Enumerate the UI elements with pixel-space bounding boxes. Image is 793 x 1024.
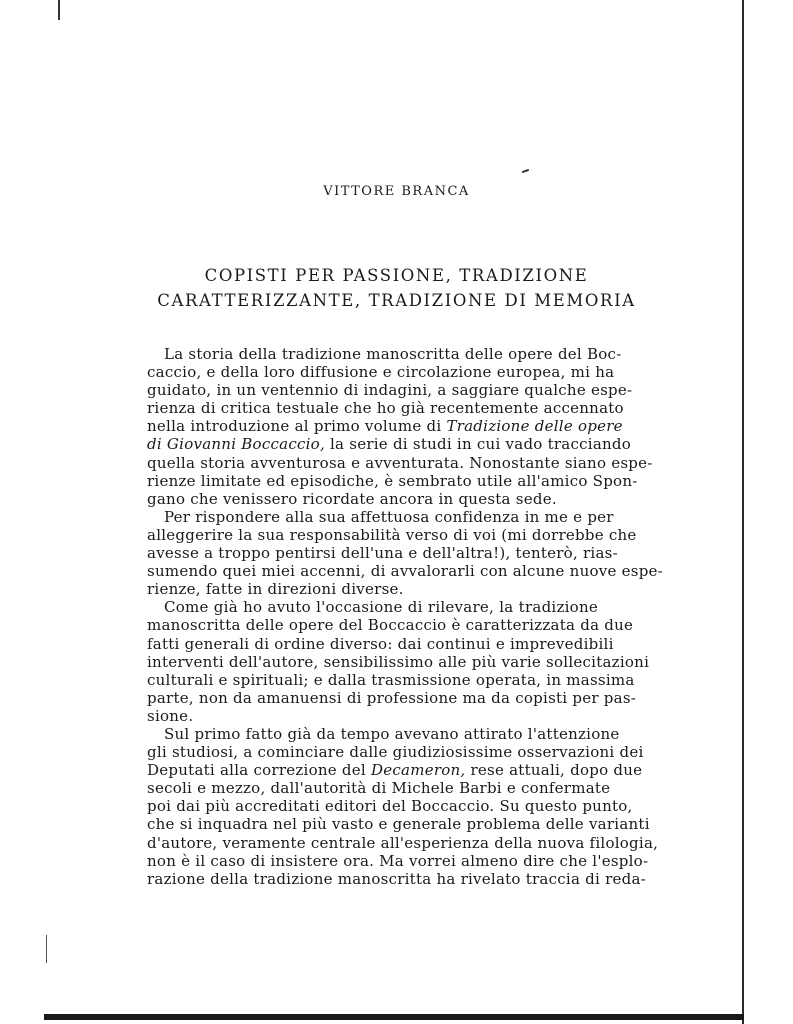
paragraph bbox=[147, 345, 653, 508]
text-line: rienze, fatte in direzioni diverse. bbox=[147, 580, 404, 599]
italic-title: di Giovanni Boccaccio, bbox=[147, 435, 325, 454]
text-line: culturali e spirituali; e dalla trasmissione operata, in massima bbox=[147, 670, 635, 689]
stray-mark bbox=[522, 169, 529, 173]
text-line: rienza di critica testuale che ho già recentemente accennato bbox=[147, 399, 624, 418]
text-line: che si inquadra nel più vasto e generale problema delle varianti bbox=[147, 815, 650, 834]
text-line: poi dai più accreditati editori del Boccaccio. Su questo punto, bbox=[147, 797, 633, 816]
text-line: interventi dell'autore, sensibilissimo alle più varie sollecitazioni bbox=[147, 652, 650, 671]
text-line: nella introduzione al primo volume di Tradizione delle opere bbox=[147, 417, 623, 436]
text-line: gli studiosi, a cominciare dalle giudiziosissime osservazioni dei bbox=[147, 743, 644, 762]
text-line: sumendo quei miei accenni, di avvalorarli con alcune nuove espe- bbox=[147, 562, 664, 581]
scan-edge-left-lower bbox=[46, 935, 47, 963]
scan-edge-right bbox=[742, 0, 744, 1024]
text-line: fatti generali di ordine diverso: dai continui e imprevedibili bbox=[147, 634, 614, 653]
text-line: di Giovanni Boccaccio, la serie di studi in cui vado tracciando bbox=[147, 435, 632, 454]
title-line: CARATTERIZZANTE, TRADIZIONE DI MEMORIA bbox=[157, 291, 636, 310]
italic-title: Tradizione delle opere bbox=[446, 417, 623, 436]
article-body bbox=[147, 345, 664, 888]
text-line: sione. bbox=[147, 706, 194, 725]
text-line: caccio, e della loro diffusione e circolazione europea, mi ha bbox=[147, 363, 615, 382]
text-line: manoscritta delle opere del Boccaccio è caratterizzata da due bbox=[147, 616, 634, 635]
scan-edge-left bbox=[58, 0, 60, 20]
text-line: secoli e mezzo, dall'autorità di Michele Barbi e confermate bbox=[147, 779, 611, 798]
text-line: quella storia avventurosa e avventurata. Nonostante siano espe- bbox=[147, 453, 653, 472]
scan-edge-bottom bbox=[44, 1014, 744, 1020]
text-line: alleggerire la sua responsabilità verso di voi (mi dorrebbe che bbox=[147, 525, 637, 544]
paragraph bbox=[147, 507, 664, 599]
text-line: guidato, in un ventennio di indagini, a saggiare qualche espe- bbox=[147, 381, 633, 400]
text-line: parte, non da amanuensi di professione ma da copisti per pas- bbox=[147, 688, 637, 707]
text-line: d'autore, veramente centrale all'esperienza della nuova filologia, bbox=[147, 833, 659, 852]
text-line: gano che venissero ricordate ancora in questa sede. bbox=[147, 489, 557, 508]
text-line: razione della tradizione manoscritta ha rivelato traccia di reda- bbox=[147, 869, 646, 888]
paragraph bbox=[147, 724, 659, 888]
author-name: VITTORE BRANCA bbox=[323, 184, 470, 199]
text-line: rienze limitate ed episodiche, è sembrato utile all'amico Spon- bbox=[147, 471, 638, 490]
text-line: Sul primo fatto già da tempo avevano attirato l'attenzione bbox=[164, 724, 620, 743]
title-line: COPISTI PER PASSIONE, TRADIZIONE bbox=[204, 266, 589, 285]
article-title bbox=[0, 263, 793, 313]
text-line: Per rispondere alla sua affettuosa confidenza in me e per bbox=[164, 507, 614, 526]
text-line: avesse a troppo pentirsi dell'una e dell'altra!), tenterò, rias- bbox=[147, 544, 618, 563]
paragraph bbox=[147, 598, 650, 725]
text-line: non è il caso di insistere ora. Ma vorrei almeno dire che l'esplo- bbox=[147, 851, 649, 870]
italic-title: Decameron, bbox=[370, 761, 466, 780]
text-line: Deputati alla correzione del Decameron, rese attuali, dopo due bbox=[147, 761, 643, 780]
text-line: La storia della tradizione manoscritta delle opere del Boc- bbox=[164, 345, 622, 363]
text-line: Come già ho avuto l'occasione di rilevare, la tradizione bbox=[164, 598, 598, 617]
